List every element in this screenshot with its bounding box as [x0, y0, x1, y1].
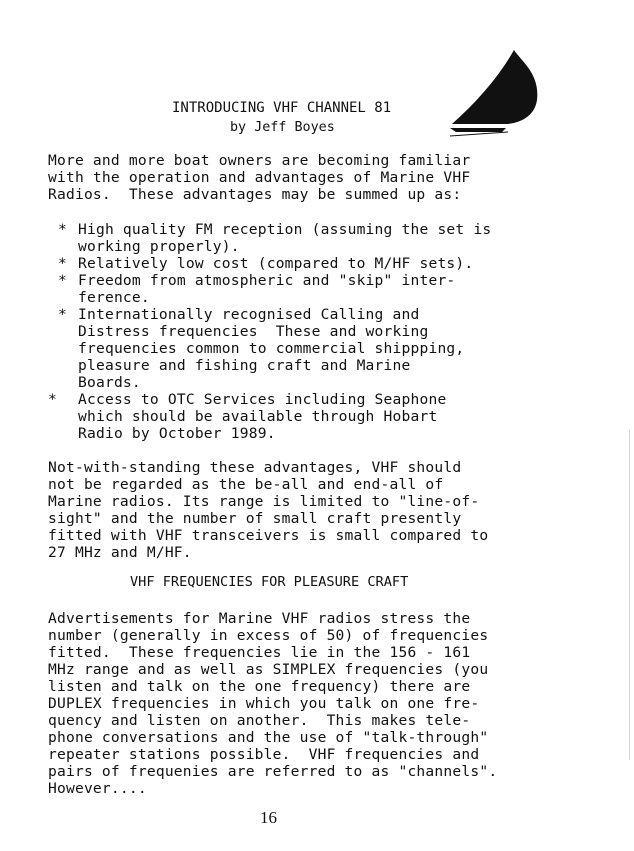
- intro-line: with the operation and advantages of Marine VHF: [48, 169, 471, 186]
- section-heading: VHF FREQUENCIES FOR PLEASURE CRAFT: [130, 574, 409, 590]
- body-line: fitted. These frequencies lie in the 156 - 161: [48, 644, 471, 661]
- bullet-line: High quality FM reception (assuming the set is: [78, 221, 492, 238]
- bullet-line: ference.: [78, 289, 150, 306]
- bullet-line: Boards.: [78, 374, 141, 391]
- body-line: sight" and the number of small craft presently: [48, 510, 462, 527]
- body-line: Marine radios. Its range is limited to "line-of-: [48, 493, 480, 510]
- bullet-line: pleasure and fishing craft and Marine: [78, 357, 411, 374]
- bullet-line: which should be available through Hobart: [78, 408, 438, 425]
- bullet-marker: *: [58, 221, 67, 238]
- body-line: quency and listen on another. This makes tele-: [48, 712, 471, 729]
- body-line: listen and talk on the one frequency) there are: [48, 678, 471, 695]
- body-line: pairs of frequenies are referred to as "channels".: [48, 763, 498, 780]
- intro-line: More and more boat owners are becoming familiar: [48, 152, 471, 169]
- bullet-line: Access to OTC Services including Seaphone: [78, 391, 447, 408]
- bullet-marker: *: [58, 306, 67, 323]
- bullet-line: Relatively low cost (compared to M/HF sets).: [78, 255, 474, 272]
- page-number: 16: [260, 808, 277, 827]
- bullet-line: Internationally recognised Calling and: [78, 306, 420, 323]
- intro-line: Radios. These advantages may be summed up as:: [48, 186, 462, 203]
- body-line: phone conversations and the use of "talk-through": [48, 729, 489, 746]
- body-line: Not-with-standing these advantages, VHF should: [48, 459, 462, 476]
- scan-edge-mark: [629, 430, 630, 760]
- bullet-line: Distress frequencies These and working: [78, 323, 429, 340]
- bullet-line: working properly).: [78, 238, 240, 255]
- bullet-line: Radio by October 1989.: [78, 425, 276, 442]
- body-line: DUPLEX frequencies in which you talk on one fre-: [48, 695, 480, 712]
- body-line: Advertisements for Marine VHF radios stress the: [48, 610, 471, 627]
- body-line: MHz range and as well as SIMPLEX frequencies (you: [48, 661, 489, 678]
- sailboat-icon: [446, 46, 546, 138]
- bullet-line: Freedom from atmospheric and "skip" inter-: [78, 272, 456, 289]
- article-byline: by Jeff Boyes: [230, 120, 335, 135]
- body-line: 27 MHz and M/HF.: [48, 544, 192, 561]
- bullet-marker: *: [58, 255, 67, 272]
- bullet-marker: *: [58, 272, 67, 289]
- body-line: repeater stations possible. VHF frequencies and: [48, 746, 480, 763]
- bullet-marker: *: [48, 391, 57, 408]
- body-line: number (generally in excess of 50) of frequencies: [48, 627, 489, 644]
- body-line: fitted with VHF transceivers is small compared to: [48, 527, 489, 544]
- body-line: However....: [48, 780, 147, 797]
- bullet-line: frequencies common to commercial shippping,: [78, 340, 465, 357]
- body-line: not be regarded as the be-all and end-all of: [48, 476, 444, 493]
- article-title: INTRODUCING VHF CHANNEL 81: [172, 100, 392, 116]
